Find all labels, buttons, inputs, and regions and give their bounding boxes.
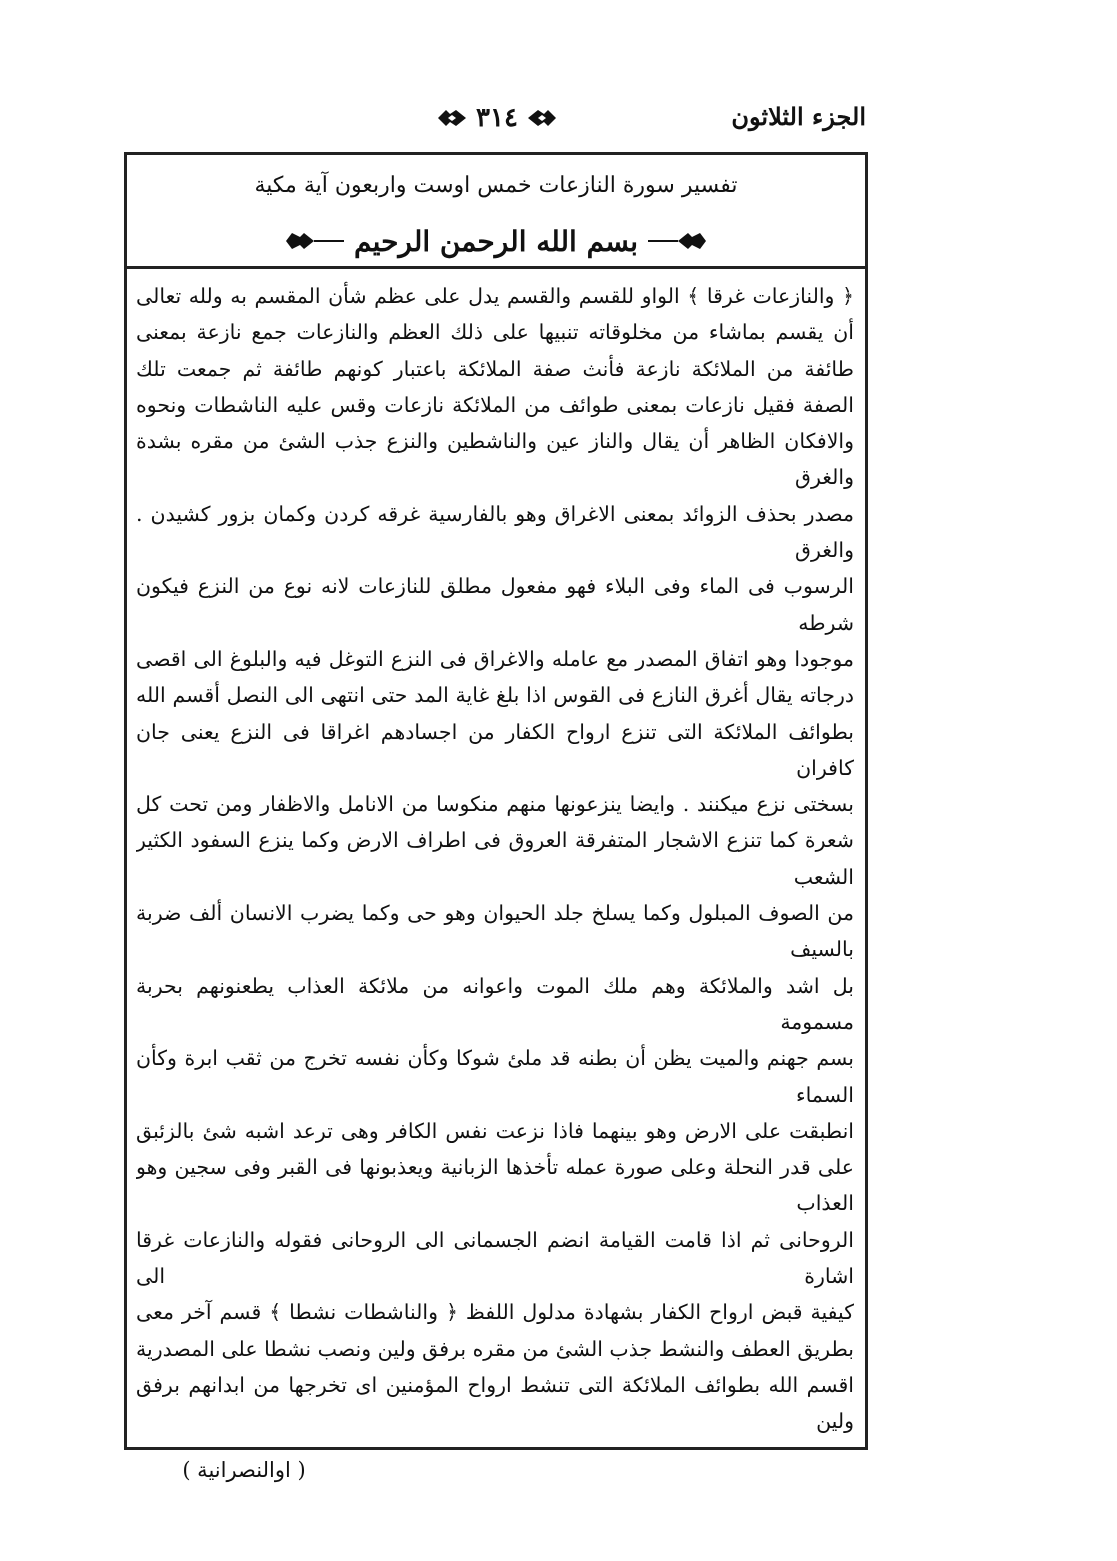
running-header: [126, 96, 866, 142]
text-line: بسم جهنم والميت يظن أن بطنه قد ملئ شوكا وكأن نفسه تخرج من ثقب ابرة وكأن السماء: [136, 1046, 854, 1107]
text-line: من الصوف المبلول وكما يسلخ جلد الحيوان وهو حى وكما يضرب الانسان ألف ضربة بالسيف: [136, 901, 854, 962]
text-line: بسختى نزع ميكنند . وايضا ينزعونها منهم منكوسا من الانامل والاظفار ومن تحت كل: [136, 792, 854, 817]
text-line: الرسوب فى الماء وفى البلاء فهو مفعول مطلق للنازعات لانه نوع من النزع فيكون شرطه: [136, 574, 854, 635]
text-line: درجاته يقال أغرق النازع فى القوس اذا بلغ غاية المد حتى انتهى الى النصل أقسم الله: [136, 683, 854, 708]
basmala-row: [127, 221, 865, 261]
text-line: موجودا وهو اتفاق المصدر مع عامله والاغراق فى النزع التوغل فيه والبلوغ الى اقصى: [136, 646, 854, 671]
basmala-ornament-right-icon: [284, 231, 344, 251]
text-line: طائفة من الملائكة نازعة فأنث صفة الملائكة باعتبار كونهم طائفة ثم جمعت تلك: [136, 356, 854, 381]
text-line: أن يقسم بماشاء من مخلوقاته تنبيها على ذلك العظم والنازعات جمع نازعة بمعنى: [136, 320, 854, 345]
text-line: والافكان الظاهر أن يقال والناز عين والناشطين والنزع جذب الشئ من مقره بشدة والغرق: [136, 429, 854, 490]
basmala-ornament-left-icon: [648, 231, 708, 251]
text-line: ﴿ والنازعات غرقا ﴾ الواو للقسم والقسم يدل على عظم شأن المقسم به ولله تعالى: [136, 284, 854, 308]
text-line: مصدر بحذف الزوائد بمعنى الاغراق وهو بالفارسية غرقه كردن وكمان بزور كشيدن . والغرق: [136, 501, 854, 563]
text-line: على قدر النحلة وعلى صورة عمله تأخذها الزبانية ويعذبونها فى القبر وفى سجين وهو العذاب: [136, 1155, 854, 1216]
text-line: بطوائف الملائكة التى تنزع ارواح الكفار من اجسادهم اغراقا فى النزع يعنى جان كافران: [136, 719, 854, 780]
text-line: انطبقت على الارض وهو بينهما فاذا نزعت نفس الكافر وهى ترعد اشبه شئ بالزئبق: [136, 1118, 854, 1143]
text-line: شعرة كما تنزع الاشجار المتفرقة العروق فى اطراف الارض وكما ينزع السفود الكثير الشعب: [136, 828, 854, 889]
text-line: الروحانى ثم اذا قامت القيامة انضم الجسمانى الى الروحانى فقوله والنازعات غرقا اشارة الى: [136, 1227, 854, 1289]
text-line: بل اشد والملائكة وهم ملك الموت واعوانه من ملائكة العذاب يطعنونهم بحربة مسمومة: [136, 973, 854, 1034]
part-label: الجزء الثلاثون: [731, 102, 866, 131]
text-line: اقسم الله بطوائف الملائكة التى تنشط ارواح المؤمنين اى تخرجها من ابدانهم برفق ولين: [136, 1372, 854, 1434]
ornament-left-icon: [436, 107, 468, 129]
surah-title: تفسير سورة النازعات خمس اوست واربعون آية مكية: [254, 173, 738, 198]
text-line: كيفية قبض ارواح الكفار بشهادة مدلول اللفظ ﴿ والناشطات نشطا ﴾ قسم آخر معى: [136, 1300, 854, 1325]
text-line: الصفة فقيل نازعات بمعنى طوائف من الملائكة نازعات وقس عليه الناشطات ونحوه: [136, 392, 854, 417]
commentary-text: [136, 278, 854, 1438]
text-line: بطريق العطف والنشط جذب الشئ من مقره برفق ولين ونصب نشطا على المصدرية: [136, 1336, 854, 1361]
title-divider: [127, 266, 865, 269]
catchword: ( اوالنصرانية ): [182, 1458, 306, 1482]
page-number-group: [432, 98, 562, 138]
title-block: [127, 155, 865, 267]
page-number: ٣١٤: [476, 103, 518, 133]
basmala: بسم الله الرحمن الرحيم: [354, 224, 638, 258]
ornament-right-icon: [526, 107, 558, 129]
